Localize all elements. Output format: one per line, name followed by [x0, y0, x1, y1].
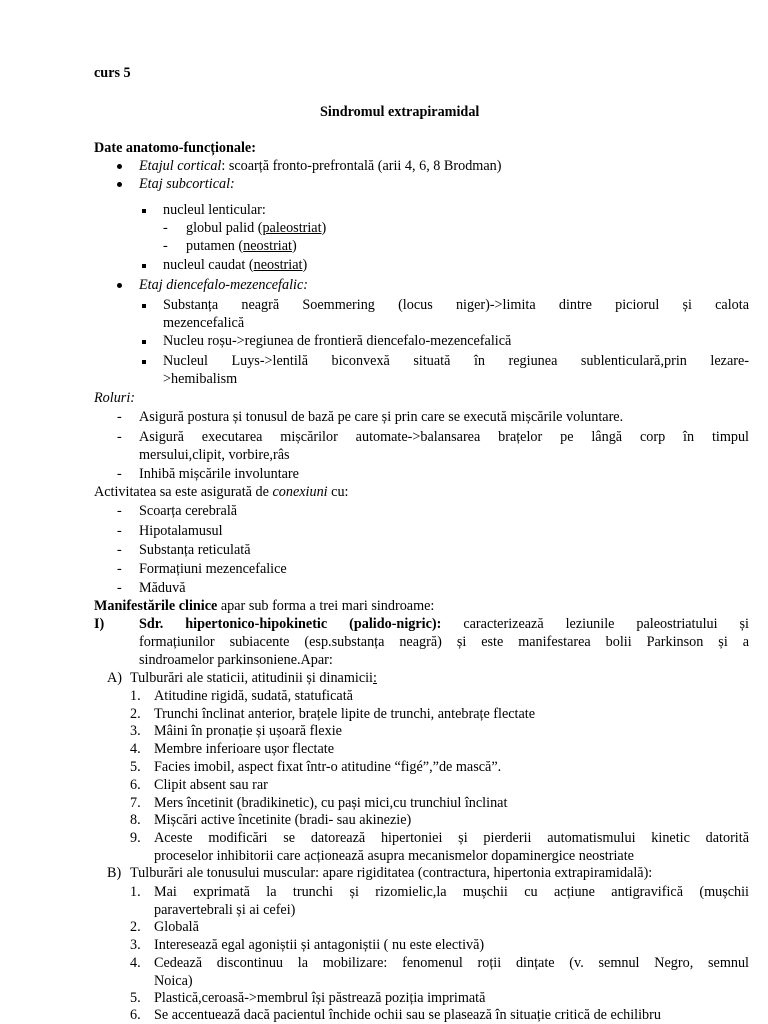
list-item: Plastică,ceroasă->membrul își păstrează poziția imprimată: [154, 990, 486, 1006]
syndrome-title-line: Sdr. hipertonico-hipokinetic (palido-nigric): caracterizează leziunile paleostriatului și: [139, 616, 750, 632]
list-number: 2.: [130, 706, 141, 722]
list-item: Mișcări active încetinite (bradi- sau akinezie): [154, 812, 412, 828]
dash-marker: -: [117, 542, 122, 558]
list-item: Facies imobil, aspect fixat într-o atitudine “figé”,”de mască”.: [154, 759, 502, 775]
dash-marker: -: [117, 409, 122, 425]
list-item: Clipit absent sau rar: [154, 777, 268, 793]
list-item: Mers încetinit (bradikinetic), cu pași mici,cu trunchiul înclinat: [154, 795, 508, 811]
bullet-square: [142, 340, 146, 344]
section-a-heading: Tulburări ale staticii, atitudinii și dinamicii:: [130, 670, 377, 686]
connection-item: Scoarța cerebrală: [139, 503, 238, 519]
list-number: 6.: [130, 1007, 141, 1023]
connection-item: Substanța reticulată: [139, 542, 251, 558]
substantia-nigra: Substanța neagră Soemmering (locus niger)->limita dintre piciorul și calota: [163, 297, 749, 313]
connection-item: Formațiuni mezencefalice: [139, 561, 287, 577]
role-item-cont: mersului,clipit, vorbire,râs: [139, 447, 290, 463]
roles-heading: Roluri:: [94, 390, 135, 406]
list-number: 9.: [130, 830, 141, 846]
bullet-dot: [117, 182, 122, 187]
bullet-square: [142, 264, 146, 268]
substantia-nigra-cont: mezencefalică: [163, 315, 245, 331]
list-number: 4.: [130, 741, 141, 757]
list-item: Mai exprimată la trunchi și rizomielic,la mușchii cu acțiune antigravifică (mușchii: [154, 884, 749, 900]
course-label: curs 5: [94, 65, 131, 81]
list-item: Aceste modificări se datorează hipertoniei și pierderii automatismului kinetic datorită: [154, 830, 749, 846]
list-item: Atitudine rigidă, sudată, statuficată: [154, 688, 353, 704]
bullet-dot: [117, 283, 122, 288]
connection-item: Hipotalamusul: [139, 523, 223, 539]
list-number: 2.: [130, 919, 141, 935]
connection-item: Măduvă: [139, 580, 186, 596]
list-number: 1.: [130, 884, 141, 900]
bullet-dot: [117, 164, 122, 169]
list-item: Trunchi înclinat anterior, brațele lipite de trunchi, antebrațe flectate: [154, 706, 536, 722]
dash-marker: -: [117, 580, 122, 596]
red-nucleus: Nucleu roșu->regiunea de frontieră diencefalo-mezencefalică: [163, 333, 512, 349]
list-number: 1.: [130, 688, 141, 704]
section-label: B): [107, 865, 122, 881]
dash-marker: -: [163, 238, 168, 254]
list-number: 7.: [130, 795, 141, 811]
dash-marker: -: [117, 523, 122, 539]
list-number: 5.: [130, 990, 141, 1006]
cortical-level: Etajul cortical: scoarță fronto-prefrontală (arii 4, 6, 8 Brodman): [139, 158, 502, 174]
globus-pallidus: globul palid (paleostriat): [186, 220, 327, 236]
list-number: 4.: [130, 955, 141, 971]
dash-marker: -: [117, 466, 122, 482]
list-item: Globală: [154, 919, 199, 935]
anatomy-heading: Date anatomo-funcționale:: [94, 140, 256, 156]
caudate-nucleus: nucleul caudat (neostriat): [163, 257, 308, 273]
role-item: Asigură postura și tonusul de bază pe care și prin care se execută mișcările voluntare.: [139, 409, 624, 425]
list-item: Mâini în pronație și ușoară flexie: [154, 723, 342, 739]
list-item: Membre inferioare ușor flectate: [154, 741, 335, 757]
list-number: 5.: [130, 759, 141, 775]
list-item-cont: proceselor inhibitorii care acționează asupra mecanismelor dopaminergice neostriate: [154, 848, 634, 864]
manifestations-intro: Manifestările clinice apar sub forma a trei mari sindroame:: [94, 598, 435, 614]
connections-intro: Activitatea sa este asigurată de conexiuni cu:: [94, 484, 349, 500]
list-item: Se accentuează dacă pacientul închide ochii sau se plasează în situație critică de echilibru: [154, 1007, 661, 1023]
list-item: Cedează discontinuu la mobilizare: fenomenul roții dințate (v. semnul Negro, semnul: [154, 955, 749, 971]
putamen: putamen (neostriat): [186, 238, 297, 254]
bullet-square: [142, 304, 146, 308]
syndrome-number: I): [94, 616, 105, 632]
dash-marker: -: [117, 503, 122, 519]
bullet-square: [142, 360, 146, 364]
section-b-heading: Tulburări ale tonusului muscular: apare rigiditatea (contractura, hipertonia extrapiramidală):: [130, 865, 653, 881]
dash-marker: -: [117, 561, 122, 577]
role-item: Inhibă mișcările involuntare: [139, 466, 299, 482]
subcortical-level: Etaj subcortical:: [139, 176, 235, 192]
list-number: 8.: [130, 812, 141, 828]
syndrome-text-line: sindroamelor parkinsoniene.Apar:: [139, 652, 333, 668]
luys-nucleus-cont: >hemibalism: [163, 371, 238, 387]
list-item: Interesează egal agoniștii și antagoniștii ( nu este electivă): [154, 937, 485, 953]
syndrome-text-line: formațiunilor subiacente (esp.substanța neagră) și este manifestarea bolii Parkinson și a: [139, 634, 749, 650]
bullet-square: [142, 209, 146, 213]
diencephalic-level: Etaj diencefalo-mezencefalic:: [139, 277, 308, 293]
list-number: 6.: [130, 777, 141, 793]
list-number: 3.: [130, 723, 141, 739]
list-number: 3.: [130, 937, 141, 953]
page-title: Sindromul extrapiramidal: [320, 104, 480, 120]
list-item-cont: paravertebrali și ai cefei): [154, 902, 296, 918]
dash-marker: -: [163, 220, 168, 236]
section-label: A): [107, 670, 122, 686]
luys-nucleus: Nucleul Luys->lentilă biconvexă situată în regiunea sublenticulară,prin lezare-: [163, 353, 749, 369]
role-item: Asigură executarea mișcărilor automate->balansarea brațelor pe lângă corp în timpul: [139, 429, 749, 445]
list-item-cont: Noica): [154, 973, 193, 989]
lenticular-nucleus: nucleul lenticular:: [163, 202, 266, 218]
dash-marker: -: [117, 429, 122, 445]
